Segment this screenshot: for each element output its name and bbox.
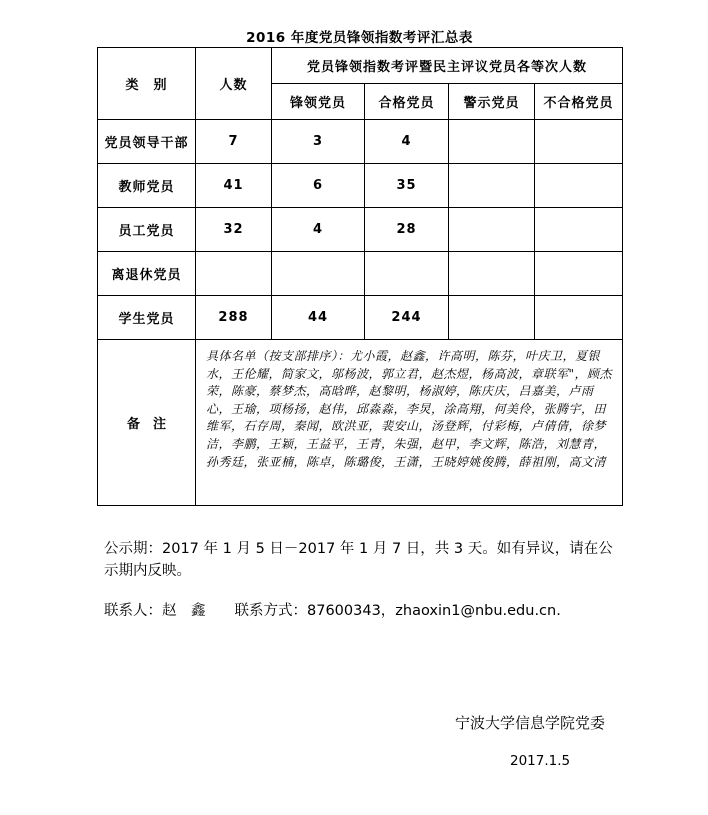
page-title: 2016 年度党员锋领指数考评汇总表 (246, 30, 473, 46)
header-cell-grade-1: 锋领党员 (272, 84, 365, 120)
cell-grade-4 (535, 120, 623, 164)
header-cell-grade-3: 警示党员 (449, 84, 535, 120)
cell-grade-4 (535, 164, 623, 208)
table-row-leaders (98, 120, 623, 164)
cell-grade-1: 3 (272, 120, 365, 164)
table-row-retired (98, 252, 623, 296)
cell-count: 288 (196, 296, 272, 340)
table-row-teachers (98, 164, 623, 208)
header-cell-grade-2: 合格党员 (365, 84, 449, 120)
cell-count: 41 (196, 164, 272, 208)
cell-grade-4 (535, 296, 623, 340)
cell-count: 7 (196, 120, 272, 164)
cell-grade-1 (272, 252, 365, 296)
remark-name-list: 具体名单（按支部排序）：尤小霞，赵鑫，许高明，陈芬，叶庆卫，夏银水，王伦耀，简家文，邬杨波，郭立君，赵杰煜，杨高波，章联军"，顾杰荣，陈豪，蔡梦杰，高晗晔，赵黎明，杨淑婷，陈庆庆，吕嘉美，卢雨心，王瑜，项杨扬，赵伟，邱淼淼，李炅，涂高翔，何美伶，张腾宇，田维军，石存周，秦闻，欧洪亚，裴安山，汤登辉，付彩梅，卢倩倩，徐梦洁，李鹏，王颖，王益平，王青，朱强，赵甲，李文辉，陈浩，刘慧青，孙秀廷，张亚楠，陈卓，陈璐俊，王潇，王晓婷姚俊腾，薛祖刚，高文清 (196, 340, 623, 506)
cell-grade-1: 44 (272, 296, 365, 340)
publicity-period-text: 公示期：2017 年 1 月 5 日－2017 年 1 月 7 日，共 3 天。如有异议，请在公示期内反映。 (104, 541, 613, 579)
table-row-students (98, 296, 623, 340)
row-label: 教师党员 (98, 164, 196, 208)
cell-count: 32 (196, 208, 272, 252)
cell-grade-4 (535, 252, 623, 296)
cell-grade-2: 28 (365, 208, 449, 252)
cell-grade-1: 4 (272, 208, 365, 252)
cell-grade-3 (449, 164, 535, 208)
header-cell-merged: 党员锋领指数考评暨民主评议党员各等次人数 (272, 48, 623, 84)
header-cell-category: 类 别 (98, 48, 196, 120)
issue-date: 2017.1.5 (510, 753, 571, 769)
cell-grade-2: 244 (365, 296, 449, 340)
cell-grade-3 (449, 252, 535, 296)
table-row-staff (98, 208, 623, 252)
row-label: 员工党员 (98, 208, 196, 252)
header-cell-grade-4: 不合格党员 (535, 84, 623, 120)
cell-grade-3 (449, 120, 535, 164)
row-label: 离退休党员 (98, 252, 196, 296)
cell-grade-1: 6 (272, 164, 365, 208)
table-row-remark (98, 340, 623, 506)
cell-grade-3 (449, 208, 535, 252)
contact-info-text: 联系人：赵 鑫 联系方式：87600343，zhaoxin1@nbu.edu.cn. (104, 603, 561, 619)
row-label: 党员领导干部 (98, 120, 196, 164)
assessment-summary-table (97, 47, 623, 506)
header-row-1 (98, 48, 623, 84)
cell-grade-2: 4 (365, 120, 449, 164)
issuing-organization: 宁波大学信息学院党委 (455, 714, 606, 732)
cell-count (196, 252, 272, 296)
cell-grade-4 (535, 208, 623, 252)
row-label: 学生党员 (98, 296, 196, 340)
remark-label: 备 注 (98, 340, 196, 506)
cell-grade-2 (365, 252, 449, 296)
cell-grade-3 (449, 296, 535, 340)
cell-grade-2: 35 (365, 164, 449, 208)
header-cell-count: 人数 (196, 48, 272, 120)
